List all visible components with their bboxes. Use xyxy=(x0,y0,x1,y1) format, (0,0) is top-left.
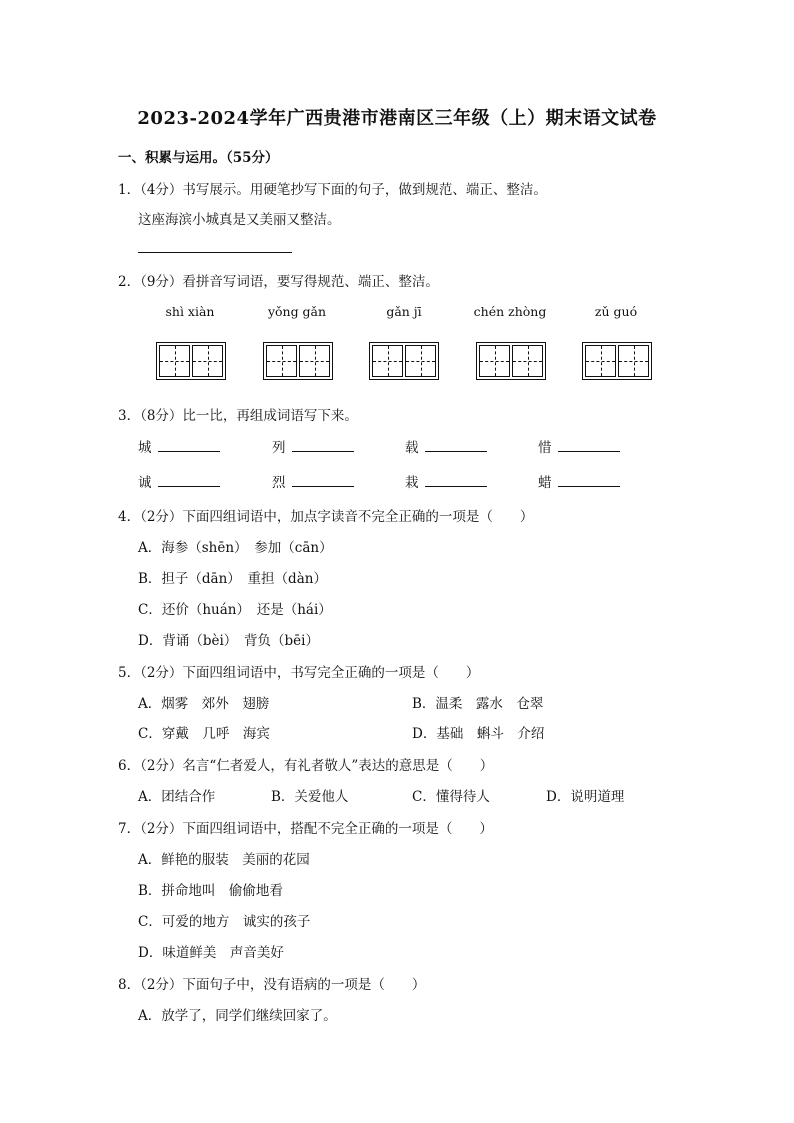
question-3-stem: 3．（8分）比一比，再组成词语写下来。 xyxy=(118,408,358,424)
question-8-option-a[interactable]: A．放学了，同学们继续回家了。 xyxy=(138,1008,337,1024)
compare-char: 惜 xyxy=(538,440,552,456)
compare-blank[interactable] xyxy=(558,474,620,487)
question-6-option-b[interactable]: B．关爱他人 xyxy=(271,789,349,805)
question-6-option-d[interactable]: D．说明道理 xyxy=(546,789,625,805)
compare-blank[interactable] xyxy=(158,439,220,452)
question-4-option-d[interactable]: D．背诵（bèi） 背负（bēi） xyxy=(138,633,319,649)
compare-char: 蜡 xyxy=(538,475,552,491)
compare-item xyxy=(138,471,220,491)
question-5-option-c[interactable]: C．穿戴 几呼 海宾 xyxy=(138,726,270,742)
compare-item xyxy=(538,471,620,491)
compare-char: 载 xyxy=(405,440,419,456)
question-5-option-b[interactable]: B．温柔 露水 仓翠 xyxy=(412,696,544,712)
writing-grid-4[interactable] xyxy=(476,342,546,380)
compare-char: 烈 xyxy=(272,475,286,491)
question-7-option-d[interactable]: D．味道鲜美 声音美好 xyxy=(138,945,284,961)
question-4-option-c[interactable]: C．还价（huán） 还是（hái） xyxy=(138,602,332,618)
compare-char: 栽 xyxy=(405,475,419,491)
compare-item xyxy=(272,436,354,456)
exam-title: 2023-2024学年广西贵港市港南区三年级（上）期末语文试卷 xyxy=(137,108,657,129)
pinyin-3: gǎn jī xyxy=(386,304,422,319)
question-1-stem: 1．（4分）书写展示。用硬笔抄写下面的句子，做到规范、端正、整洁。 xyxy=(118,182,547,198)
section-heading: 一、积累与运用。（55分） xyxy=(118,150,279,166)
compare-item xyxy=(405,436,487,456)
compare-blank[interactable] xyxy=(425,439,487,452)
compare-item xyxy=(272,471,354,491)
writing-grid-1[interactable] xyxy=(156,342,226,380)
compare-item xyxy=(538,436,620,456)
question-5-stem: 5．（2分）下面四组词语中，书写完全正确的一项是（ ） xyxy=(118,665,480,681)
question-1-answer-line[interactable] xyxy=(138,252,292,253)
pinyin-2: yǒng gǎn xyxy=(267,304,327,319)
question-1-sentence: 这座海滨小城真是又美丽又整洁。 xyxy=(138,212,341,228)
question-7-option-c[interactable]: C．可爱的地方 诚实的孩子 xyxy=(138,914,311,930)
compare-blank[interactable] xyxy=(292,474,354,487)
question-7-stem: 7．（2分）下面四组词语中，搭配不完全正确的一项是（ ） xyxy=(118,821,493,837)
question-7-option-b[interactable]: B．拼命地叫 偷偷地看 xyxy=(138,883,283,899)
question-5-option-d[interactable]: D．基础 蝌斗 介绍 xyxy=(412,726,545,742)
question-4-option-b[interactable]: B．担子（dān） 重担（dàn） xyxy=(138,571,327,587)
compare-char: 列 xyxy=(272,440,286,456)
writing-grid-2[interactable] xyxy=(263,342,333,380)
compare-item xyxy=(405,471,487,491)
writing-grid-3[interactable] xyxy=(369,342,439,380)
compare-char: 诚 xyxy=(138,475,152,491)
compare-blank[interactable] xyxy=(292,439,354,452)
compare-char: 城 xyxy=(138,440,152,456)
compare-blank[interactable] xyxy=(425,474,487,487)
compare-item xyxy=(138,436,220,456)
question-6-stem: 6．（2分）名言“仁者爱人，有礼者敬人”表达的意思是（ ） xyxy=(118,758,494,774)
question-4-stem: 4．（2分）下面四组词语中，加点字读音不完全正确的一项是（ ） xyxy=(118,509,534,525)
question-7-option-a[interactable]: A．鲜艳的服装 美丽的花园 xyxy=(138,852,310,868)
pinyin-1: shì xiàn xyxy=(165,304,215,319)
writing-grid-5[interactable] xyxy=(582,342,652,380)
compare-blank[interactable] xyxy=(558,439,620,452)
compare-blank[interactable] xyxy=(158,474,220,487)
question-4-option-a[interactable]: A．海参（shēn） 参加（cān） xyxy=(138,540,333,556)
question-2-stem: 2．（9分）看拼音写词语，要写得规范、端正、整洁。 xyxy=(118,274,439,290)
pinyin-4: chén zhòng xyxy=(473,304,547,319)
pinyin-5: zǔ guó xyxy=(594,304,638,319)
question-6-option-a[interactable]: A．团结合作 xyxy=(138,789,216,805)
question-5-option-a[interactable]: A．烟雾 郊外 翅膀 xyxy=(138,696,270,712)
question-8-stem: 8．（2分）下面句子中，没有语病的一项是（ ） xyxy=(118,977,426,993)
question-6-option-c[interactable]: C．懂得待人 xyxy=(412,789,490,805)
